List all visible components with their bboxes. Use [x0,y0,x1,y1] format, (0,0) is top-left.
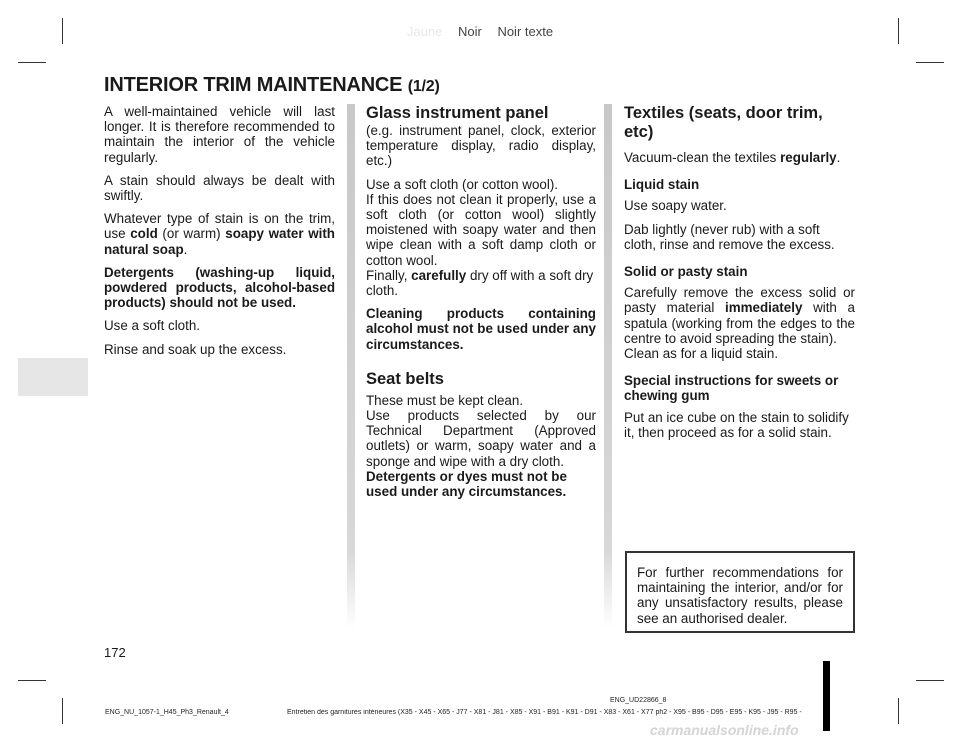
watermark: carmanualsonline.info [650,722,799,738]
alcohol-warning: Cleaning products containing alcohol must not be used under any circumstances. [366,306,596,352]
footer-reference: ENG_UD22866_8 [610,697,667,704]
intro-paragraph: Use a soft cloth. [104,318,201,334]
intro-paragraph: A stain should always be dealt with swiftly. [104,172,335,204]
footer-document-id: ENG_NU_1057-1_H45_Ph3_Renault_4 [105,709,229,716]
recommendation-note-text: For further recommendations for maintaining the interior, and/or for any unsatisfactory results, please see an authorised dealer. [637,565,843,626]
crop-mark [898,698,899,724]
page-number: 172 [104,645,126,660]
crop-mark [18,62,46,63]
liquid-stain-heading: Liquid stain [624,177,700,193]
glass-subtitle: (e.g. instrument panel, clock, exterior temperature display, radio display, etc.) [366,123,596,169]
crop-mark [916,680,944,681]
liquid-stain-paragraph: Dab lightly (never rub) with a soft cloth, rinse and remove the excess. [624,221,835,252]
footer-description: Entretien des garnitures intérieures (X35 - X45 - X65 - J77 - X81 - J81 - X85 - X91 - B91 - K91 - D91 - X83 - X61 - X77 ph2 - X95 - B95 - D95 - E95 - K95 - J95 - R95 - [287,709,802,716]
section-heading-seatbelts: Seat belts [366,369,444,388]
glass-and-seatbelts-column [366,104,596,507]
seatbelts-paragraph: Use products selected by our Technical Department (Approved outlets) or warm, soapy water and a sponge and wipe with a dry cloth. [366,408,596,469]
intro-column [104,104,335,365]
glass-paragraph: Use a soft cloth (or cotton wool). [366,176,559,192]
intro-paragraph: Whatever type of stain is on the trim, use cold (or warm) soapy water with natural soap. [104,211,335,257]
chapter-tab [18,358,88,396]
intro-paragraph: Rinse and soak up the excess. [104,341,287,357]
intro-paragraph: A well-maintained vehicle will last longer. It is therefore recommended to maintain the interior of the vehicle regularly. [104,104,335,165]
crop-mark [62,698,63,724]
solid-stain-paragraph: Carefully remove the excess solid or pasty material immediately with a spatula (working from the edges to the centre to avoid spreading the stain). [624,285,855,346]
solid-stain-heading: Solid or pasty stain [624,264,748,280]
page-title-main: INTERIOR TRIM MAINTENANCE [104,74,403,96]
section-heading-textiles: Textiles (seats, door trim, etc) [624,104,823,141]
color-registration-header [0,24,960,39]
glass-paragraph: Finally, carefully dry off with a soft dry cloth. [366,267,594,299]
seatbelts-warning: Detergents or dyes must not be used under any circumstances. [366,468,567,500]
column-separator [347,104,355,629]
page-title-part: (1/2) [407,78,440,95]
liquid-stain-paragraph: Use soapy water. [624,198,727,214]
seatbelts-paragraph: These must be kept clean. [366,392,524,408]
crop-mark [916,62,944,63]
special-instructions-paragraph: Put an ice cube on the stain to solidify it, then proceed as for a solid stain. [624,409,849,440]
recommendation-note-box [625,551,855,633]
color-jaune-label: Jaune [406,24,443,39]
edge-marker-bar [823,661,830,731]
page-title [104,74,440,97]
column-separator [604,104,612,629]
glass-paragraph: If this does not clean it properly, use a soft cloth (or cotton wool) slightly moistened with soapy water and then wipe clean with a soft damp cloth or cotton wool. [366,191,596,268]
detergent-warning: Detergents (washing-up liquid, powdered products, alcohol-based products) should not be used. [104,264,335,311]
special-instructions-heading: Special instructions for sweets or chewing gum [624,373,839,404]
color-noir-texte-label: Noir texte [497,24,554,39]
solid-stain-paragraph: Clean as for a liquid stain. [624,346,779,362]
textiles-column [624,104,855,448]
color-noir-label: Noir [457,24,482,39]
crop-mark [18,680,46,681]
textiles-intro: Vacuum-clean the textiles regularly. [624,150,841,165]
section-heading-glass: Glass instrument panel [366,104,549,122]
